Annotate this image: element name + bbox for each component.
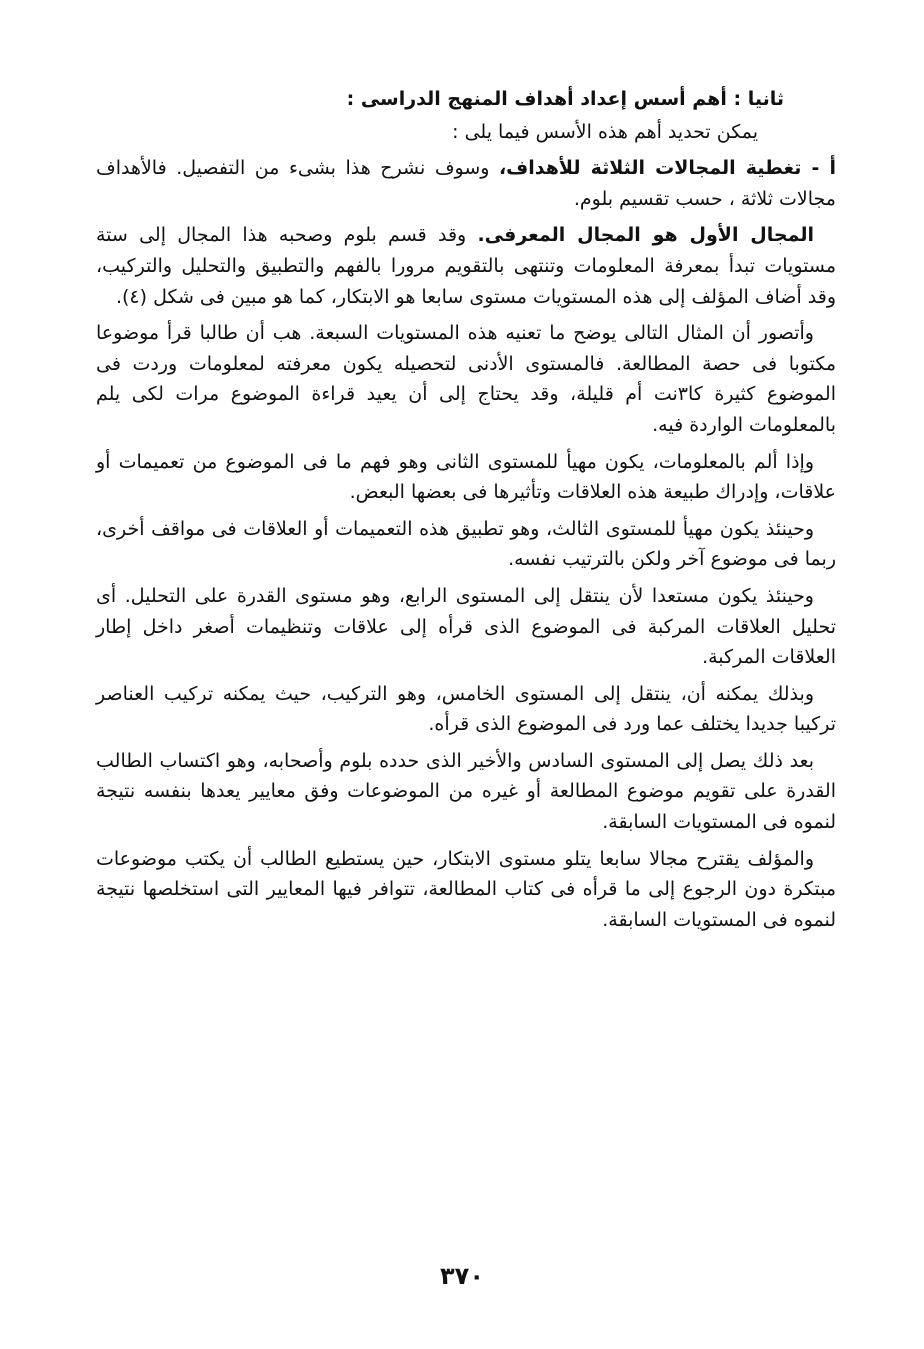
paragraph-level-2: وإذا ألم بالمعلومات، يكون مهيأ للمستوى الثانى وهو فهم ما فى الموضوع من تعميمات أو علاقات، وإدراك طبيعة هذه العلاقات وتأثيرها فى بعضها البعض. (96, 450, 836, 504)
point-a-paragraph (96, 153, 836, 214)
paragraph-level-3: وحينئذ يكون مهيأ للمستوى الثالث، وهو تطبيق هذه التعميمات أو العلاقات فى مواقف أخرى، ربما فى موضوع آخر ولكن بالترتيب نفسه. (96, 517, 836, 571)
paragraph-level-4: وحينئذ يكون مستعدا لأن ينتقل إلى المستوى الرابع، وهو مستوى القدرة على التحليل. أى تحليل العلاقات المركبة فى الموضوع الذى قرأه إلى علاقات وتنظيمات أصغر داخل إطار العلاقات المركبة. (96, 584, 836, 669)
page-number: ٣٧٠ (440, 1262, 484, 1290)
paragraph-level-5: وبذلك يمكنه أن، ينتقل إلى المستوى الخامس، وهو التركيب، حيث يمكنه تركيب العناصر تركيبا جديدا يختلف عما ورد فى الموضوع الذى قرأه. (96, 682, 836, 736)
point-a-text: وسوف نشرح هذا بشىء من التفصيل. فالأهداف مجالات ثلاثة ، حسب تقسيم بلوم. (96, 157, 836, 210)
section-heading: ثانيا : أهم أسس إعداد أهداف المنهج الدراسى : (346, 88, 784, 110)
intro-line: يمكن تحديد أهم هذه الأسس فيما يلى : (452, 120, 758, 143)
cognitive-domain-paragraph (96, 220, 836, 312)
cognitive-domain-title: المجال الأول هو المجال المعرفى. (477, 224, 814, 247)
paragraph-example: وأتصور أن المثال التالى يوضح ما تعنيه هذه المستويات السبعة. هب أن طالبا قرأ موضوعا مكتوبا فى حصة المطالعة. فالمستوى الأدنى لتحصيله يكون معرفته لمعلومات وردت فى الموضوع كثيرة كا٣نت أم قليلة، وقد يحتاج إلى أن يعيد قراءة الموضوع مرات لكى يلم بالمعلومات الواردة فيه. (96, 322, 836, 436)
paragraph-level-6: بعد ذلك يصل إلى المستوى السادس والأخير الذى حدده بلوم وأصحابه، وهو اكتساب الطالب القدرة على تقويم موضوع المطالعة أو غيره من الموضوعات وفق معايير يعدها بنفسه نتيجة لنموه فى المستويات السابقة. (96, 749, 836, 834)
paragraph-level-7: والمؤلف يقترح مجالا سابعا يتلو مستوى الابتكار، حين يستطيع الطالب أن يكتب موضوعات مبتكرة دون الرجوع إلى ما قرأه فى كتاب المطالعة، تتوافر فيها المعايير التى استخلصها نتيجة لنموه فى المستويات السابقة. (96, 847, 836, 931)
page-body (96, 84, 836, 1284)
point-a-title: أ - تغطية المجالات الثلاثة للأهداف، (498, 157, 836, 180)
cognitive-domain-text: وقد قسم بلوم وصحبه هذا المجال إلى ستة مستويات تبدأ بمعرفة المعلومات وتنتهى بالتقويم مرورا بالفهم والتطبيق والتحليل والتركيب، وقد أضاف المؤلف إلى هذه المستويات مستوى سابعا هو الابتكار، كما هو مبين فى شكل (٤). (96, 224, 836, 308)
